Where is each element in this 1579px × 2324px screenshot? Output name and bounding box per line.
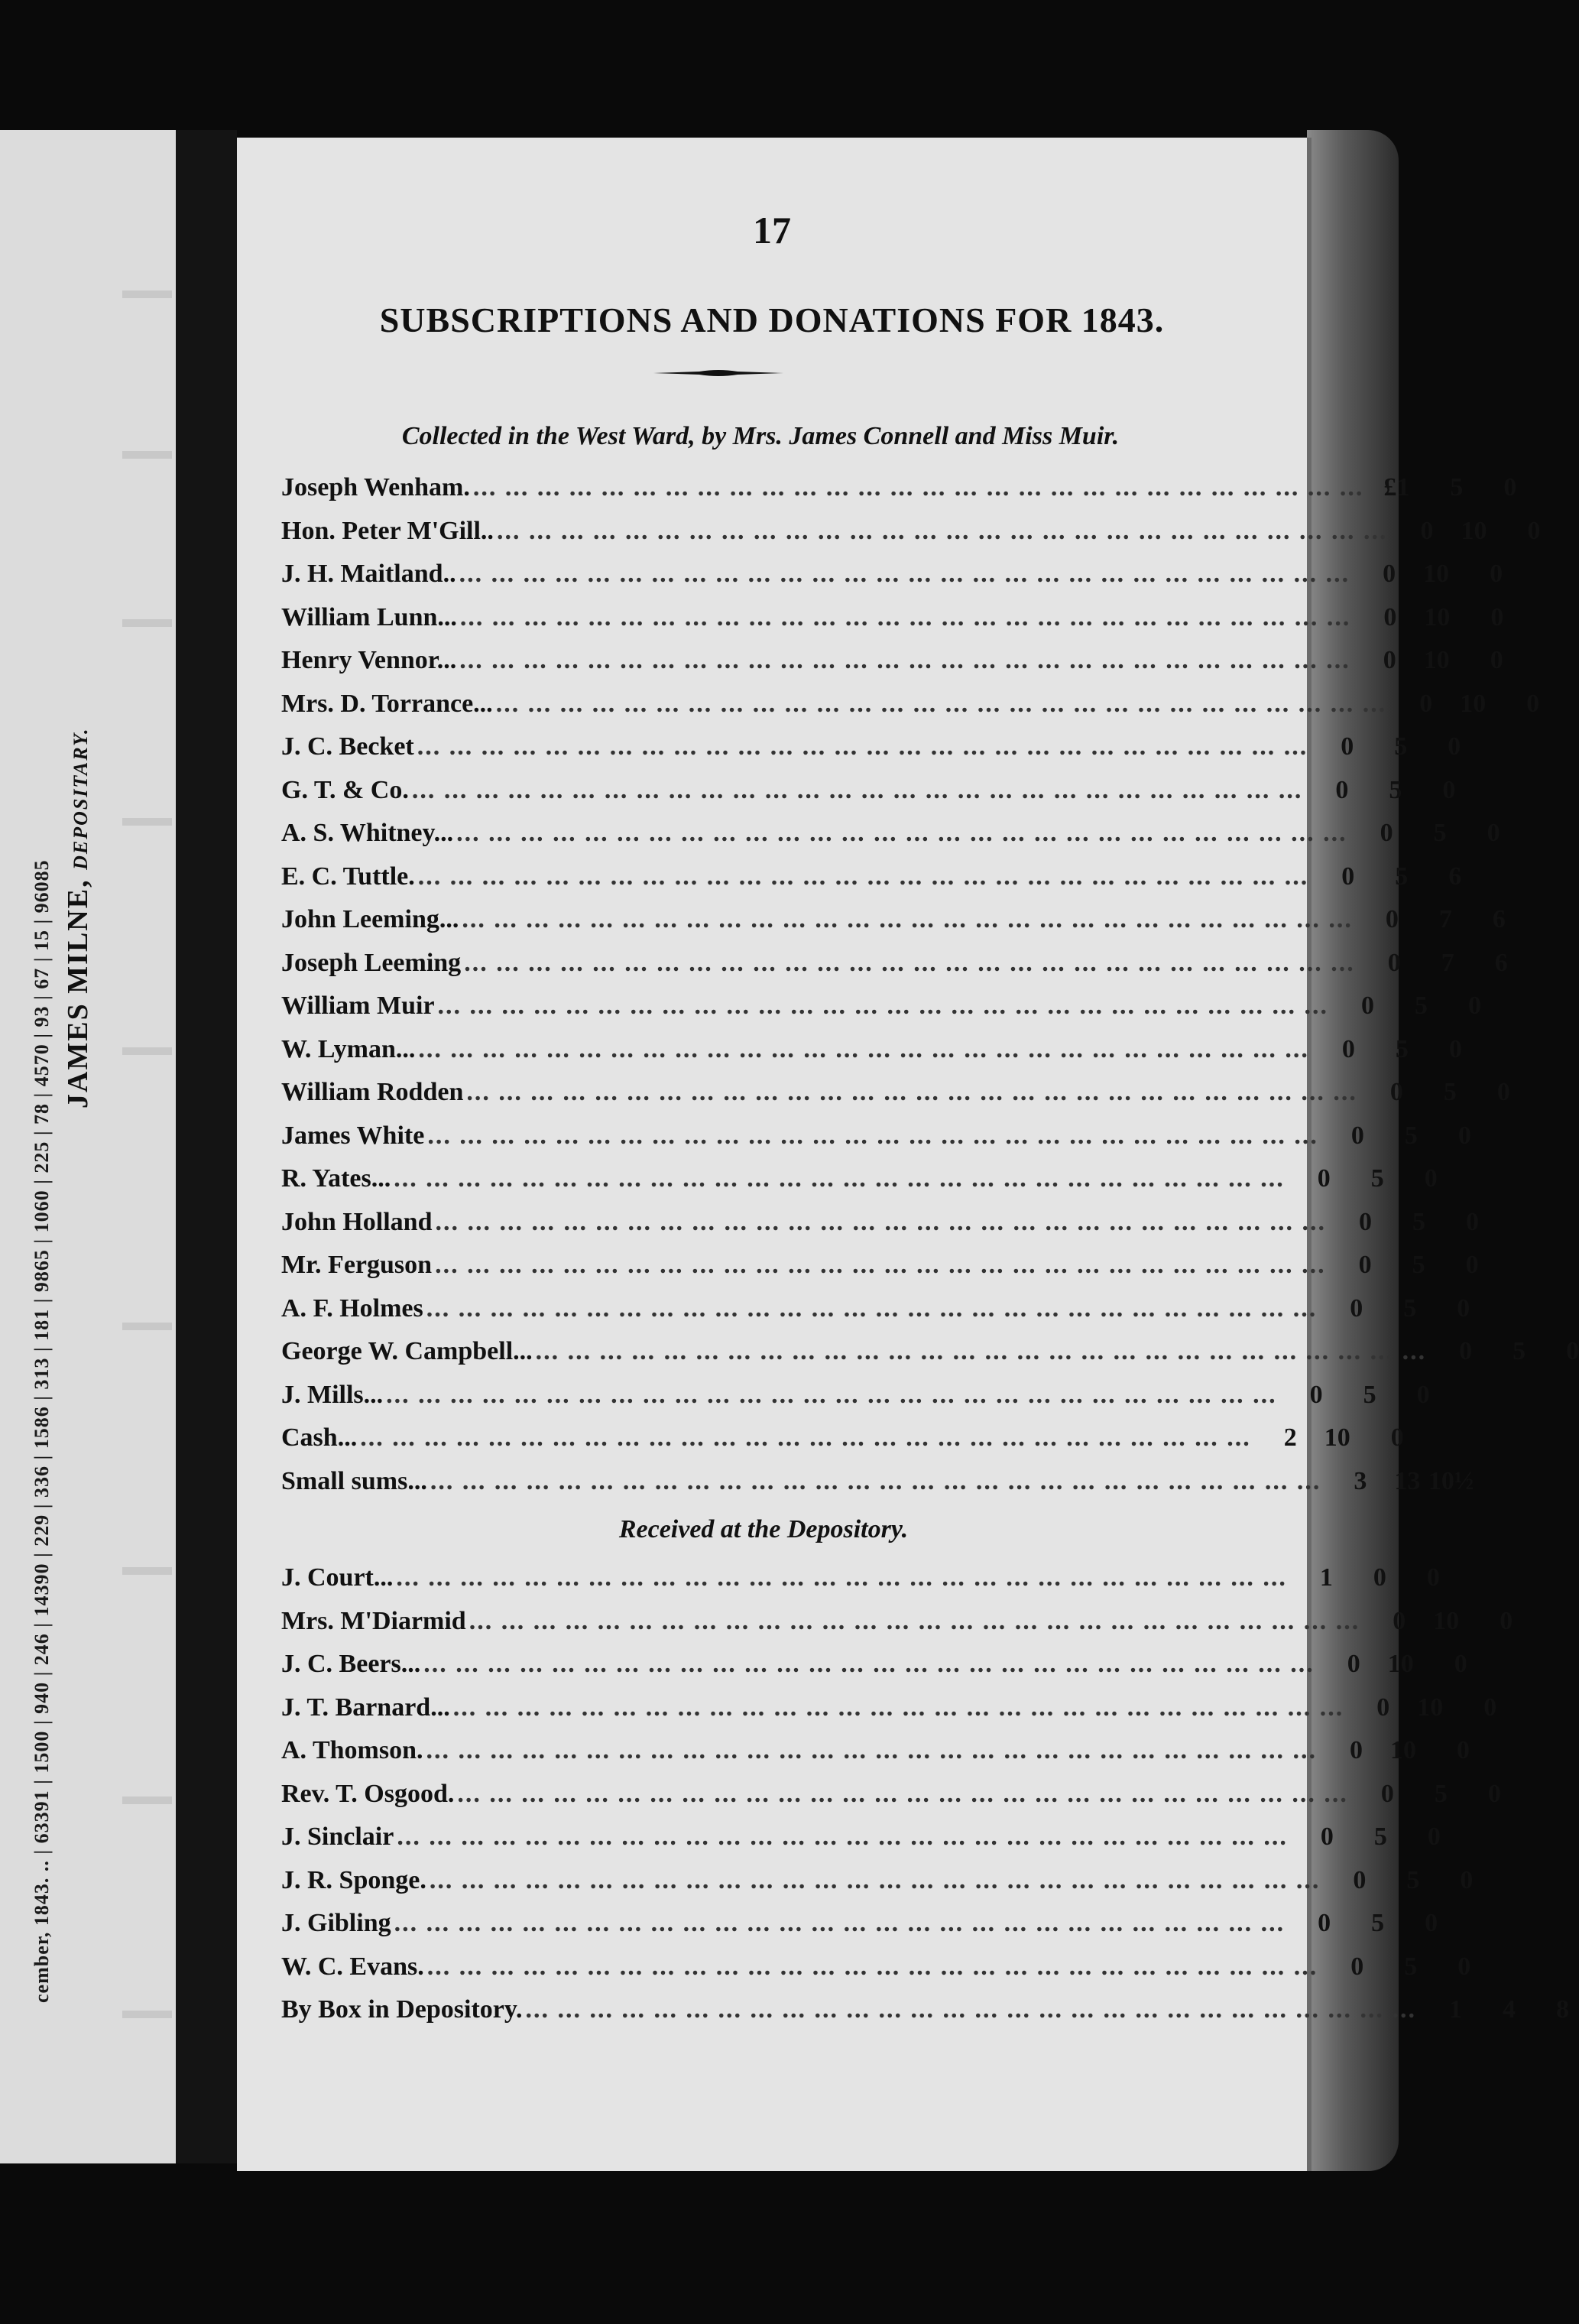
leader-dots: ... ... ... ... ... ... ... ... ... ... ... ... ... ... ... ... ... ... ... ... ... ... ... ... ... ... ... ...: [394, 1909, 1286, 1938]
amount-shillings: 5: [1443, 1078, 1457, 1107]
donor-name: Rev. T. Osgood.: [281, 1779, 455, 1808]
amount-pounds: 0: [1376, 1693, 1390, 1722]
table-row: [281, 466, 1517, 510]
amount: [1318, 1650, 1467, 1679]
amount-pounds: 0: [1350, 1952, 1364, 1981]
amount-pence: 0: [1487, 1779, 1501, 1808]
leader-dots: ... ... ... ... ... ... ... ... ... ... ... ... ... ... ... ... ... ... ... ... ... ... ... ... ... ... ... ...: [394, 1164, 1285, 1193]
table-row: [281, 942, 1508, 985]
amount-pounds: 0: [1389, 1078, 1403, 1107]
table-row: [281, 1902, 1438, 1946]
donor-name: By Box in Depository.: [281, 1995, 523, 2024]
amount: [1320, 1294, 1470, 1323]
amount: [1321, 1121, 1471, 1151]
amount-pounds: 0: [1383, 560, 1396, 589]
amount: [1254, 1423, 1404, 1452]
amount: [1312, 1035, 1462, 1064]
amount-pence: 0: [1503, 473, 1517, 502]
amount-pence: 0: [1526, 689, 1540, 718]
amount-pence: 10½: [1428, 1466, 1474, 1495]
amount: [1291, 1823, 1441, 1852]
donor-name: George W. Campbell...: [281, 1337, 533, 1366]
amount-shillings: 10: [1424, 602, 1451, 631]
amount-pounds: 0: [1361, 992, 1375, 1021]
leader-dots: ... ... ... ... ... ... ... ... ... ... ... ... ... ... ... ... ... ... ... ... ... ... ... ... ... ... ... ...: [466, 1078, 1357, 1107]
donor-name: Mr. Ferguson: [281, 1251, 433, 1280]
leader-dots: ... ... ... ... ... ... ... ... ... ... ... ... ... ... ... ... ... ... ... ... ... ... ... ... ... ... ... ...: [435, 1207, 1326, 1236]
table-row: [281, 1816, 1441, 1859]
table-row: [281, 1643, 1467, 1686]
faint-line: [122, 451, 172, 459]
amount: [1305, 776, 1455, 805]
faint-line: [122, 290, 172, 298]
leader-dots: ... ... ... ... ... ... ... ... ... ... ... ... ... ... ... ... ... ... ... ... ... ... ... ... ... ... ... ...: [396, 1563, 1287, 1592]
donor-name: James White: [281, 1121, 425, 1150]
donor-name: Henry Vennor...: [281, 646, 457, 675]
amount-pence: 0: [1566, 1337, 1579, 1366]
amount-pence: 0: [1424, 1164, 1438, 1193]
table-row: [281, 1988, 1569, 2032]
amount-pounds: 0: [1320, 1823, 1334, 1852]
donor-name: J. Sinclair: [281, 1823, 394, 1852]
donor-name: John Holland: [281, 1207, 433, 1236]
amount: [1419, 1995, 1569, 2024]
donor-name: William Muir: [281, 992, 435, 1021]
table-row: [281, 855, 1462, 899]
amount: [1360, 1078, 1510, 1107]
amount-shillings: 5: [1370, 1164, 1384, 1193]
amount-pence: 0: [1496, 1078, 1510, 1107]
leader-dots: ... ... ... ... ... ... ... ... ... ... ... ... ... ... ... ... ... ... ... ... ... ... ... ... ... ... ... ...: [457, 1779, 1348, 1808]
faint-line: [122, 2011, 172, 2018]
amount-pounds: 0: [1380, 819, 1393, 848]
amount: [1290, 1563, 1440, 1592]
amount-pounds: 0: [1459, 1337, 1473, 1366]
amount-pounds: 0: [1341, 862, 1355, 891]
amount: [1356, 905, 1506, 934]
table-row: [281, 812, 1500, 855]
leader-dots: ... ... ... ... ... ... ... ... ... ... ... ... ... ... ... ... ... ... ... ... ... ... ... ... ... ... ... ...: [418, 1034, 1309, 1063]
leader-dots: ... ... ... ... ... ... ... ... ... ... ... ... ... ... ... ... ... ... ... ... ... ... ... ... ... ... ... ...: [459, 560, 1350, 589]
faint-line: [122, 1323, 172, 1330]
amount: [1331, 992, 1481, 1021]
amount-pence: 0: [1448, 1034, 1462, 1063]
table-row: [281, 1600, 1513, 1644]
table-row: [281, 1686, 1497, 1730]
amount-shillings: 10: [1423, 560, 1450, 589]
leader-dots: ... ... ... ... ... ... ... ... ... ... ... ... ... ... ... ... ... ... ... ... ... ... ... ... ... ... ... ...: [417, 732, 1308, 761]
amount: [1390, 517, 1540, 546]
amount-pence: 0: [1457, 1121, 1471, 1150]
amount: [1389, 690, 1539, 719]
amount-pounds: 0: [1358, 1251, 1372, 1280]
amount-shillings: 5: [1404, 1121, 1418, 1150]
ornament-rule-icon: [653, 368, 783, 378]
amount: [1329, 1251, 1479, 1280]
donor-name: Mrs. D. Torrance...: [281, 689, 493, 718]
amount-pence: 0: [1490, 646, 1503, 675]
depositary-signature: [61, 727, 95, 1108]
amount-pounds: £1: [1383, 473, 1410, 502]
amount-shillings: 10: [1461, 516, 1487, 545]
amount-shillings: 10: [1387, 1650, 1414, 1679]
table-row: [281, 1330, 1579, 1374]
amount: [1347, 1693, 1496, 1722]
leader-dots: ... ... ... ... ... ... ... ... ... ... ... ... ... ... ... ... ... ... ... ... ... ... ... ... ... ... ... ...: [427, 1121, 1318, 1150]
page-title: SUBSCRIPTIONS AND DONATIONS FOR 1843.: [379, 300, 1165, 339]
leader-dots: ... ... ... ... ... ... ... ... ... ... ... ... ... ... ... ... ... ... ... ... ... ... ... ... ... ... ... ...: [456, 819, 1347, 848]
donor-name: Mrs. M'Diarmid: [281, 1606, 466, 1635]
amount-pence: 0: [1465, 1207, 1479, 1236]
amount-shillings: 7: [1438, 905, 1452, 934]
amount: [1358, 949, 1508, 978]
donor-name: William Lunn...: [281, 602, 457, 631]
amount-pence: 0: [1500, 1606, 1513, 1635]
amount: [1311, 732, 1461, 761]
table-row: [281, 1287, 1470, 1331]
amount-pence: 0: [1442, 775, 1456, 804]
donor-name: W. Lyman...: [281, 1034, 416, 1063]
donor-name: J. C. Becket: [281, 732, 414, 761]
amount-pence: 0: [1465, 1251, 1479, 1280]
table-row: [281, 769, 1456, 813]
table-row: [281, 1773, 1501, 1816]
amount-pounds: 1: [1319, 1563, 1333, 1592]
table-row: [281, 725, 1461, 769]
leader-dots: ... ... ... ... ... ... ... ... ... ... ... ... ... ... ... ... ... ... ... ... ... ... ... ... ... ... ... ...: [535, 1337, 1427, 1366]
amount: [1288, 1164, 1438, 1193]
book-gutter: [176, 130, 237, 2163]
donor-name: J. T. Barnard...: [281, 1693, 450, 1722]
amount-pounds: 0: [1318, 1909, 1331, 1938]
leader-dots: ... ... ... ... ... ... ... ... ... ... ... ... ... ... ... ... ... ... ... ... ... ... ... ... ... ... ... ...: [437, 992, 1329, 1021]
amount-shillings: 5: [1434, 1779, 1448, 1808]
leader-dots: ... ... ... ... ... ... ... ... ... ... ... ... ... ... ... ... ... ... ... ... ... ... ... ... ... ... ... ...: [417, 862, 1309, 891]
leader-dots: ... ... ... ... ... ... ... ... ... ... ... ... ... ... ... ... ... ... ... ... ... ... ... ... ... ... ... ...: [386, 1380, 1277, 1409]
left-page-fragment: [0, 130, 176, 2163]
donor-name: J. H. Maitland..: [281, 560, 456, 589]
page-edge: [1307, 130, 1399, 2171]
donor-name: A. F. Holmes: [281, 1293, 423, 1323]
leader-dots: ... ... ... ... ... ... ... ... ... ... ... ... ... ... ... ... ... ... ... ... ... ... ... ... ... ... ... ...: [435, 1251, 1326, 1280]
amount-pence: 0: [1457, 1293, 1470, 1323]
table-row: [281, 898, 1506, 942]
table-row: [281, 1244, 1479, 1287]
table-row: [281, 1417, 1404, 1460]
table-row: [281, 510, 1541, 553]
amount: [1323, 1866, 1473, 1895]
donor-name: J. Gibling: [281, 1909, 391, 1938]
table-row: [281, 1201, 1479, 1245]
table-row: [281, 1157, 1438, 1201]
donor-name: A. S. Whitney...: [281, 819, 454, 848]
donor-name: A. Thomson.: [281, 1736, 423, 1765]
amount: [1351, 1780, 1501, 1809]
amount: [1329, 1208, 1479, 1237]
amount-pence: 0: [1483, 1693, 1497, 1722]
amount-shillings: 5: [1433, 819, 1447, 848]
table-row: [281, 1115, 1471, 1158]
amount: [1363, 1607, 1513, 1636]
donor-name: J. Court...: [281, 1563, 394, 1592]
amount-pence: 0: [1490, 560, 1503, 589]
faint-line: [122, 1797, 172, 1804]
amount-shillings: 10: [1390, 1736, 1416, 1765]
amount: [1429, 1337, 1579, 1366]
amount-pounds: 3: [1354, 1466, 1367, 1495]
table-row: [281, 596, 1504, 640]
faint-line: [122, 1047, 172, 1055]
amount-pounds: 0: [1347, 1650, 1360, 1679]
amount-shillings: 5: [1371, 1909, 1385, 1938]
leader-dots: ... ... ... ... ... ... ... ... ... ... ... ... ... ... ... ... ... ... ... ... ... ... ... ... ... ... ... ...: [459, 602, 1351, 631]
amount-shillings: 5: [1450, 473, 1464, 502]
amount-shillings: 0: [1373, 1563, 1386, 1592]
amount-pence: 0: [1460, 1865, 1474, 1894]
donor-name: J. Mills...: [281, 1380, 384, 1409]
amount-pence: 6: [1494, 948, 1508, 977]
leader-dots: ... ... ... ... ... ... ... ... ... ... ... ... ... ... ... ... ... ... ... ... ... ... ... ... ... ... ... ...: [397, 1823, 1288, 1852]
amount-shillings: 5: [1395, 862, 1409, 891]
table-row: [281, 1028, 1462, 1072]
leader-dots: ... ... ... ... ... ... ... ... ... ... ... ... ... ... ... ... ... ... ... ... ... ... ... ... ... ... ... ...: [496, 516, 1388, 545]
leader-dots: ... ... ... ... ... ... ... ... ... ... ... ... ... ... ... ... ... ... ... ... ... ... ... ... ... ... ... ...: [464, 948, 1355, 977]
amount: [1353, 560, 1503, 589]
leader-dots: ... ... ... ... ... ... ... ... ... ... ... ... ... ... ... ... ... ... ... ... ... ... ... ... ... ... ... ...: [411, 775, 1303, 804]
leader-dots: ... ... ... ... ... ... ... ... ... ... ... ... ... ... ... ... ... ... ... ... ... ... ... ... ... ... ... ...: [472, 473, 1364, 502]
amount-pence: 0: [1427, 1823, 1441, 1852]
faint-line: [122, 818, 172, 826]
page-number: 17: [753, 209, 791, 252]
amount-pounds: 0: [1350, 1736, 1363, 1765]
table-row: [281, 683, 1540, 726]
donor-name: E. C. Tuttle.: [281, 862, 415, 891]
table-row: [281, 1859, 1474, 1903]
amount-pounds: 0: [1387, 948, 1401, 977]
amount: [1280, 1381, 1430, 1410]
donor-name: R. Yates...: [281, 1164, 391, 1193]
amount-shillings: 5: [1412, 1251, 1425, 1280]
donor-name: John Leeming...: [281, 905, 459, 934]
leader-dots: ... ... ... ... ... ... ... ... ... ... ... ... ... ... ... ... ... ... ... ... ... ... ... ... ... ... ... ...: [429, 1865, 1321, 1894]
amount-shillings: 5: [1394, 732, 1408, 761]
amount-shillings: 5: [1513, 1337, 1526, 1366]
table-row: [281, 1071, 1510, 1115]
donor-name: J. C. Beers...: [281, 1650, 421, 1679]
amount-shillings: 10: [1324, 1423, 1350, 1452]
amount-pounds: 0: [1380, 1779, 1394, 1808]
amount-shillings: 10: [1460, 689, 1487, 718]
amount-shillings: 10: [1423, 646, 1450, 675]
amount-pounds: 0: [1353, 1865, 1367, 1894]
leader-dots: ... ... ... ... ... ... ... ... ... ... ... ... ... ... ... ... ... ... ... ... ... ... ... ... ... ... ... ...: [360, 1423, 1251, 1452]
amount-pence: 0: [1457, 1952, 1471, 1981]
amount-pounds: 0: [1317, 1164, 1331, 1193]
table-row: [281, 639, 1503, 683]
donor-name: Hon. Peter M'Gill..: [281, 516, 494, 545]
faint-line: [122, 619, 172, 627]
leader-dots: ... ... ... ... ... ... ... ... ... ... ... ... ... ... ... ... ... ... ... ... ... ... ... ... ... ... ... ...: [462, 905, 1353, 934]
amount-shillings: 5: [1395, 1034, 1409, 1063]
amount-pence: 6: [1492, 905, 1506, 934]
amount-pence: 0: [1490, 602, 1504, 631]
section1-heading: Collected in the West Ward, by Mrs. James Connell and Miss Muir.: [401, 422, 1120, 450]
leader-dots: ... ... ... ... ... ... ... ... ... ... ... ... ... ... ... ... ... ... ... ... ... ... ... ... ... ... ... ...: [423, 1650, 1315, 1679]
amount-pence: 0: [1416, 1380, 1430, 1409]
amount-pounds: 0: [1350, 1293, 1363, 1323]
amount-pence: 0: [1425, 1909, 1438, 1938]
leader-dots: ... ... ... ... ... ... ... ... ... ... ... ... ... ... ... ... ... ... ... ... ... ... ... ... ... ... ... ...: [495, 689, 1387, 718]
donor-name: Small sums...: [281, 1466, 427, 1495]
amount-shillings: 5: [1412, 1207, 1425, 1236]
amount: [1320, 1736, 1470, 1765]
leader-dots: ... ... ... ... ... ... ... ... ... ... ... ... ... ... ... ... ... ... ... ... ... ... ... ... ... ... ... ...: [469, 1606, 1360, 1635]
faint-line: [122, 1567, 172, 1575]
amount: [1354, 646, 1503, 675]
amount-pence: 0: [1454, 1650, 1467, 1679]
amount: [1312, 862, 1461, 891]
amount-shillings: 5: [1363, 1380, 1376, 1409]
amount: [1354, 603, 1503, 632]
amount-shillings: 13: [1394, 1466, 1421, 1495]
leader-dots: ... ... ... ... ... ... ... ... ... ... ... ... ... ... ... ... ... ... ... ... ... ... ... ... ... ... ... ...: [430, 1466, 1321, 1495]
amount-shillings: 10: [1433, 1606, 1460, 1635]
amount-shillings: 5: [1404, 1952, 1418, 1981]
document-page: [237, 138, 1579, 2171]
depositary-title: DEPOSITARY.: [70, 727, 92, 870]
amount-pounds: 0: [1335, 775, 1349, 804]
amount-shillings: 4: [1502, 1995, 1516, 2024]
amount-pence: 0: [1527, 516, 1541, 545]
amount-pounds: 0: [1383, 602, 1397, 631]
amount: [1324, 1467, 1474, 1496]
amount-shillings: 5: [1389, 775, 1402, 804]
amount: [1350, 819, 1500, 848]
amount-pounds: 1: [1448, 1995, 1462, 2024]
leader-dots: ... ... ... ... ... ... ... ... ... ... ... ... ... ... ... ... ... ... ... ... ... ... ... ... ... ... ... ...: [459, 646, 1350, 675]
amount-pounds: 2: [1283, 1423, 1297, 1452]
donor-name: Joseph Wenham.: [281, 473, 470, 502]
amount-shillings: 5: [1415, 992, 1428, 1021]
amount-shillings: 5: [1373, 1823, 1387, 1852]
amount-shillings: 7: [1441, 948, 1454, 977]
amount-pounds: 0: [1341, 1034, 1355, 1063]
amount-shillings: 10: [1417, 1693, 1444, 1722]
section2-heading: Received at the Depository.: [618, 1515, 909, 1543]
amount: [1367, 473, 1516, 502]
amount-pounds: 0: [1350, 1121, 1364, 1150]
amount-shillings: 5: [1406, 1865, 1420, 1894]
amount: [1288, 1909, 1438, 1938]
leader-dots: ... ... ... ... ... ... ... ... ... ... ... ... ... ... ... ... ... ... ... ... ... ... ... ... ... ... ... ...: [452, 1693, 1344, 1722]
ledger-totals-line: [31, 859, 53, 2003]
amount: [1321, 1952, 1470, 1982]
subscription-list: [281, 466, 1579, 2032]
amount-shillings: 5: [1403, 1293, 1417, 1323]
leader-dots: ... ... ... ... ... ... ... ... ... ... ... ... ... ... ... ... ... ... ... ... ... ... ... ... ... ... ... ...: [426, 1293, 1318, 1323]
donor-name: Cash...: [281, 1423, 358, 1452]
donor-name: G. T. & Co.: [281, 775, 409, 804]
amount-pence: 0: [1457, 1736, 1470, 1765]
amount-pence: 6: [1448, 862, 1462, 891]
amount-pounds: 0: [1358, 1207, 1372, 1236]
leader-dots: ... ... ... ... ... ... ... ... ... ... ... ... ... ... ... ... ... ... ... ... ... ... ... ... ... ... ... ...: [426, 1952, 1318, 1981]
donor-name: William Rodden: [281, 1078, 464, 1107]
amount-pounds: 0: [1419, 689, 1433, 718]
table-row: [281, 1556, 1440, 1600]
amount-pence: 0: [1487, 819, 1500, 848]
leader-dots: ... ... ... ... ... ... ... ... ... ... ... ... ... ... ... ... ... ... ... ... ... ... ... ... ... ... ... ...: [525, 1995, 1416, 2024]
amount-pence: 0: [1426, 1563, 1440, 1592]
depositary-name: JAMES MILNE,: [62, 878, 94, 1108]
amount-pence: 0: [1448, 732, 1461, 761]
amount-pounds: 0: [1393, 1606, 1406, 1635]
amount-pounds: 0: [1309, 1380, 1323, 1409]
donor-name: J. R. Sponge.: [281, 1865, 426, 1894]
table-row: [281, 553, 1503, 596]
amount-pounds: 0: [1383, 646, 1396, 675]
donor-name: W. C. Evans.: [281, 1952, 424, 1981]
amount-pence: 0: [1390, 1423, 1404, 1452]
amount-pounds: 0: [1385, 905, 1399, 934]
amount-pounds: 0: [1420, 516, 1434, 545]
table-row: [281, 1374, 1430, 1417]
ledger-totals-text: cember, 1843. .. | 63391 | 1500 | 940 | 246 | 14390 | 229 | 336 | 1586 | 313 | 181 | 9865 | 1060 | 225 | 78 | 4570 | 93 | 67 | 15 | 96085: [31, 859, 53, 2003]
leader-dots: ... ... ... ... ... ... ... ... ... ... ... ... ... ... ... ... ... ... ... ... ... ... ... ... ... ... ... ...: [426, 1736, 1317, 1765]
amount-pence: 8: [1555, 1995, 1569, 2024]
table-row: [281, 1460, 1474, 1504]
donor-name: Joseph Leeming: [281, 948, 462, 977]
table-row: [281, 1729, 1470, 1773]
amount-pence: 0: [1468, 992, 1482, 1021]
table-row: [281, 985, 1482, 1028]
amount-pounds: 0: [1341, 732, 1354, 761]
table-row: [281, 1946, 1471, 1989]
